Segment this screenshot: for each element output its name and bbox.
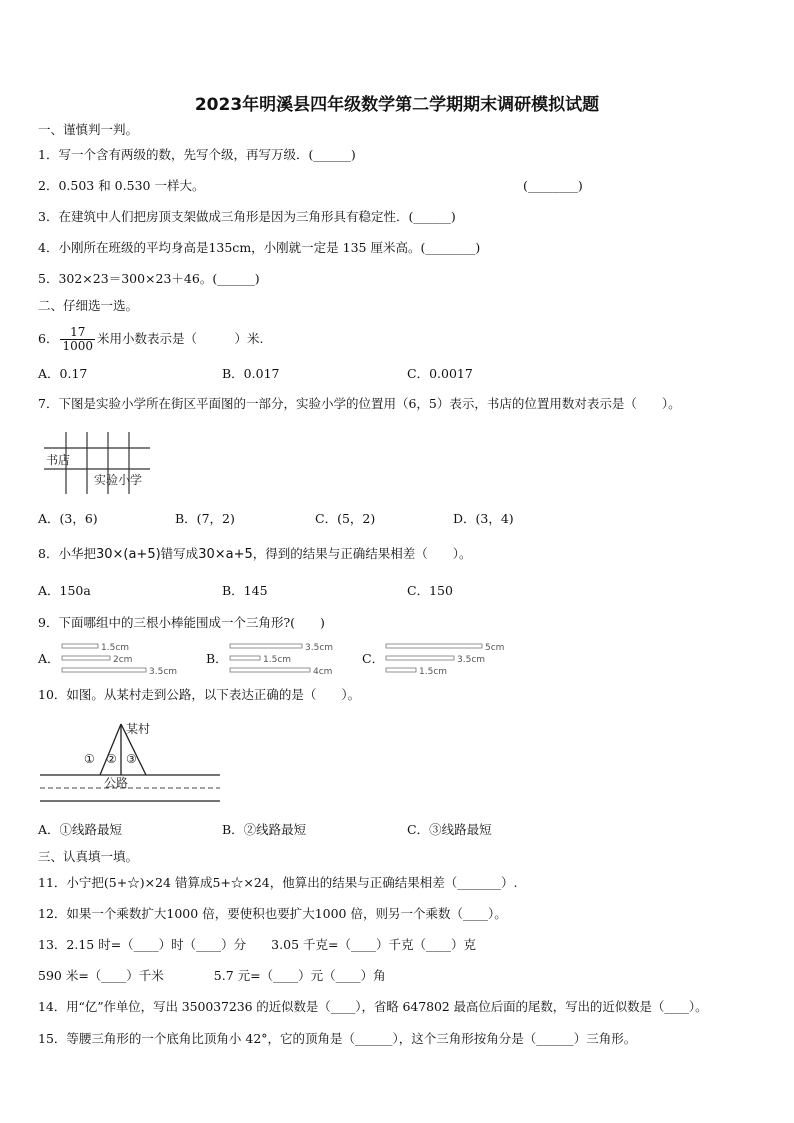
question-15: 15．等腰三角形的一个底角比顶角小 42°，它的顶角是（______），这个三角形按角分是（______）三角形。 — [38, 1031, 637, 1046]
question-1: 1．写一个含有两级的数，先写个级，再写万级．(______) — [38, 147, 356, 162]
question-7-option-d: D．(3，4) — [453, 511, 514, 526]
question-8-option-a: A．150a — [38, 583, 91, 598]
expression-wrong: 30×a+5 — [198, 547, 253, 562]
route-marker-1: ① — [84, 752, 95, 766]
stick-a1 — [62, 644, 98, 648]
sticks-group-a — [60, 640, 185, 678]
question-11: 11．小宁把(5+☆)×24 错算成5+☆×24，他算出的结果与正确结果相差（_______）. — [38, 875, 518, 890]
question-10: 10．如图。从某村走到公路，以下表达正确的是（ ）。 — [38, 687, 361, 702]
question-2-answer-blank: (________) — [523, 178, 583, 193]
question-6-fraction — [60, 326, 95, 353]
question-4: 4．小刚所在班级的平均身高是135cm，小刚就一定是 135 厘米高。(________) — [38, 240, 481, 255]
route-marker-2: ② — [106, 752, 117, 766]
sticks-group-b — [228, 640, 353, 678]
stick-b1 — [230, 644, 302, 648]
question-9-option-b: B． — [206, 651, 228, 666]
question-7-option-c: C．(5，2) — [315, 511, 376, 526]
stick-b2-label: 1.5cm — [263, 655, 292, 665]
section-1-heading: 一、谨慎判一判。 — [38, 122, 139, 137]
stick-a3-label: 3.5cm — [149, 667, 178, 677]
stick-c2-label: 3.5cm — [457, 655, 486, 665]
store-label: 书店 — [46, 453, 71, 467]
stick-b2 — [230, 656, 260, 660]
question-7-option-a: A．(3，6) — [38, 511, 98, 526]
stick-c1 — [386, 644, 482, 648]
stick-c1-label: 5cm — [485, 643, 505, 653]
question-7-option-b: B．(7，2) — [175, 511, 235, 526]
question-13-line-2: 590 米=（____）千米 5.7 元=（____）元（____）角 — [38, 968, 386, 983]
question-13-line-1: 13．2.15 时=（____）时（____）分 3.05 千克=（____）千克（____）克 — [38, 937, 476, 952]
expression-correct: 30×(a+5) — [95, 547, 161, 562]
question-6-option-b: B．0.017 — [222, 366, 280, 381]
question-6-number: 6． — [38, 331, 59, 346]
question-2: 2．0.503 和 0.530 一样大。 — [38, 178, 205, 193]
question-10-option-c: C．③线路最短 — [407, 822, 492, 837]
stick-a1-label: 1.5cm — [101, 643, 130, 653]
question-9-option-a: A． — [38, 651, 60, 666]
stick-b3 — [230, 668, 310, 672]
question-6-option-a: A．0.17 — [38, 366, 88, 381]
stick-a2-label: 2cm — [113, 655, 133, 665]
question-9-option-c: C． — [362, 651, 385, 666]
question-5: 5．302×23＝300×23＋46。(______) — [38, 271, 260, 286]
question-6-text: 米用小数表示是（ ）米. — [97, 331, 264, 346]
fraction-numerator: 17 — [60, 326, 95, 340]
question-10-option-b: B．②线路最短 — [222, 822, 307, 837]
stick-a2 — [62, 656, 110, 660]
sticks-group-c — [384, 640, 514, 678]
page-title: 2023年明溪县四年级数学第二学期期末调研模拟试题 — [194, 95, 600, 115]
question-12: 12．如果一个乘数扩大1000 倍，要使积也要扩大1000 倍，则另一个乘数（____）。 — [38, 906, 507, 921]
question-8-middle: 错写成 — [160, 546, 199, 561]
street-grid-diagram — [40, 428, 170, 496]
stick-b3-label: 4cm — [313, 667, 333, 677]
fraction-denominator: 1000 — [62, 339, 93, 353]
question-3: 3．在建筑中人们把房顶支架做成三角形是因为三角形具有稳定性．(______) — [38, 209, 456, 224]
stick-c2 — [386, 656, 454, 660]
question-9: 9．下面哪组中的三根小棒能围成一个三角形?( ) — [38, 615, 325, 630]
stick-c3 — [386, 668, 416, 672]
stick-a3 — [62, 668, 146, 672]
question-7: 7．下图是实验小学所在街区平面图的一部分，实验小学的位置用（6，5）表示，书店的位置用数对表示是（ ）。 — [38, 396, 681, 411]
route-1 — [100, 724, 121, 775]
question-8-prefix: 8．小华把 — [38, 546, 96, 561]
question-8-option-b: B．145 — [222, 583, 268, 598]
question-6 — [38, 322, 263, 356]
question-14: 14．用“亿”作单位，写出 350037236 的近似数是（____），省略 647802 最高位后面的尾数，写出的近似数是（____）。 — [38, 999, 708, 1014]
question-8-option-c: C．150 — [407, 583, 453, 598]
question-8 — [38, 546, 472, 563]
school-label: 实验小学 — [94, 473, 143, 487]
road-label: 公路 — [104, 776, 129, 790]
question-6-option-c: C．0.0017 — [407, 366, 473, 381]
village-road-diagram — [38, 718, 223, 806]
question-8-suffix: ，得到的结果与正确结果相差（ ）。 — [252, 546, 472, 561]
question-10-option-a: A．①线路最短 — [38, 822, 123, 837]
route-marker-3: ③ — [126, 752, 137, 766]
stick-b1-label: 3.5cm — [305, 643, 334, 653]
village-label: 某村 — [126, 722, 151, 736]
section-3-heading: 三、认真填一填。 — [38, 849, 139, 864]
stick-c3-label: 1.5cm — [419, 667, 448, 677]
section-2-heading: 二、仔细选一选。 — [38, 298, 139, 313]
